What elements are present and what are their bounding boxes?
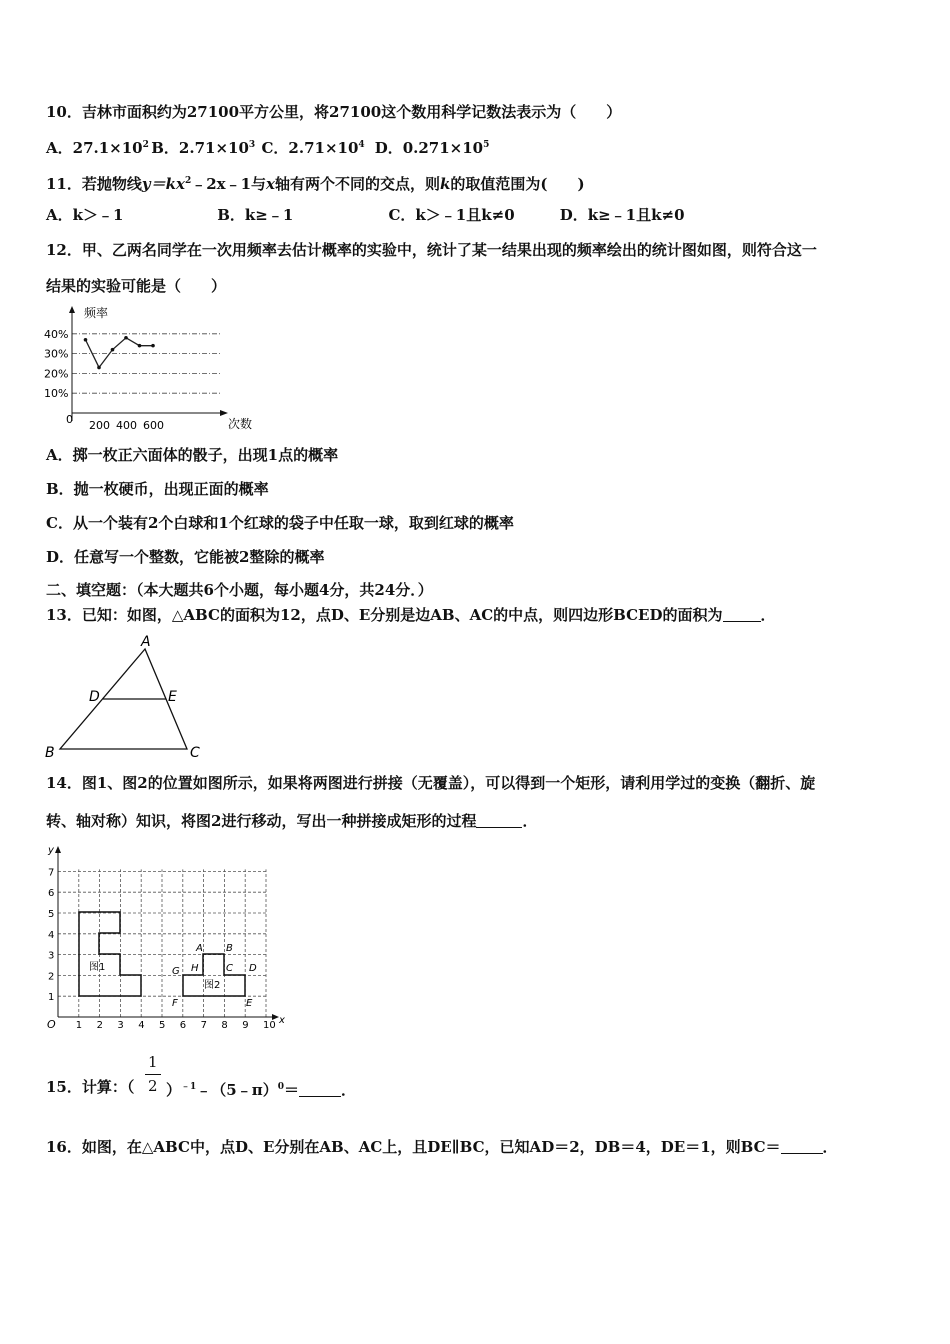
label-b: B — [45, 745, 55, 761]
q15-answer-blank[interactable] — [299, 1082, 341, 1097]
q10-option-c: C．$2.71\times 10^4$ — [261, 139, 365, 157]
point-label-g: G — [172, 966, 180, 977]
grid-axis-y-label: y — [48, 845, 54, 856]
point-label-e: E — [246, 998, 253, 1009]
chart-series-line — [86, 338, 154, 368]
grid-x-tick-label: 5 — [159, 1020, 166, 1031]
q12-option-d: D．任意写一个整数，它能被2整除的概率 — [46, 548, 325, 566]
point-label-b: B — [226, 943, 233, 954]
q12-stem-line2: 结果的实验可能是（ ） — [46, 277, 227, 295]
chart-data-point — [97, 366, 101, 370]
q15-stem-right: ）$^{﹣1}$﹣（5﹣π）$^0$＝ ． — [166, 1081, 356, 1099]
section-2-heading: 二、填空题：（本大题共6个小题，每小题4分，共24分．） — [46, 581, 433, 599]
q11-option-d: D．k≥﹣1且k≠0 — [559, 206, 685, 224]
label-d: D — [89, 689, 100, 705]
figure-1-shape — [79, 912, 141, 996]
q10-stem: 10．吉林市面积约为27100平方公里，将27100这个数用科学记数法表示为（ ） — [46, 103, 622, 121]
q16-stem: 16．如图，在△ABC中，点D、E分别在AB、AC上，且DE∥BC，已知AD＝2，DB＝4，DE＝1，则BC＝ ． — [46, 1138, 838, 1156]
chart-x-tick-label: 400 — [116, 419, 137, 432]
q10-option-b: B．$2.71\times 10^3$ — [151, 139, 256, 157]
q11-option-c: C．k＞﹣1且k≠0 — [388, 206, 515, 224]
q12-option-a: A．掷一枚正六面体的骰子，出现1点的概率 — [46, 446, 339, 464]
chart-y-axis-arrow — [69, 306, 75, 313]
chart-x-label: 次数 — [228, 417, 253, 431]
point-label-f: F — [172, 998, 178, 1009]
q10-option-a: A．$27.1\times 10^2$ — [46, 139, 149, 157]
chart-x-tick-label: 0 — [66, 413, 73, 426]
q10-option-d: D．$0.271\times 10^5$ — [374, 139, 490, 157]
grid-y-tick-label: 7 — [48, 867, 55, 879]
q11-options — [46, 205, 685, 225]
grid-x-tick-label: 10 — [263, 1020, 276, 1031]
point-label-c: C — [226, 963, 233, 974]
q11-stem: 11．若抛物线$y=kx^2﹣2x﹣1$与x轴有两个不同的交点，则k的取值范围为( ) — [46, 175, 585, 193]
q14-answer-blank[interactable] — [476, 813, 522, 828]
chart-y-tick-label: 30% — [44, 347, 69, 361]
grid-x-tick-label: 3 — [117, 1020, 124, 1031]
chart-y-tick-label: 20% — [44, 367, 69, 381]
q13-triangle-figure — [40, 633, 210, 763]
grid-y-axis-arrow — [55, 846, 61, 853]
label-c: C — [190, 745, 200, 761]
q12-stem-line1: 12．甲、乙两名同学在一次用频率去估计概率的实验中，统计了某一结果出现的频率绘出的统计图如图，则符合这一 — [46, 241, 817, 259]
q15-fraction-bar — [145, 1074, 161, 1075]
chart-data-point — [138, 344, 142, 348]
q15-stem-left: 15．计算：（ — [46, 1078, 135, 1096]
q15-fraction-denominator: 2 — [148, 1077, 158, 1095]
grid-y-tick-label: 1 — [48, 992, 55, 1004]
frequency-line-chart — [44, 305, 260, 433]
label-e: E — [168, 689, 177, 705]
figure-1-label: 图1 — [89, 962, 106, 973]
q14-stem-line2: 转、轴对称）知识，将图2进行移动，写出一种拼接成矩形的过程 ． — [46, 812, 538, 830]
q10-options — [46, 135, 489, 158]
grid-x-tick-label: 4 — [138, 1020, 145, 1031]
q14-stem-line1: 14．图1、图2的位置如图所示，如果将两图进行拼接（无覆盖），可以得到一个矩形，请利用学过的变换（翻折、旋 — [46, 774, 816, 792]
point-label-h: H — [191, 963, 199, 974]
q15-fraction-numerator: 1 — [148, 1053, 158, 1071]
grid-axis-x-label: x — [279, 1015, 285, 1026]
grid-y-tick-label: 2 — [48, 971, 55, 983]
grid-x-tick-label: 1 — [75, 1020, 83, 1031]
chart-x-tick-label: 200 — [89, 419, 110, 432]
grid-y-tick-label: 5 — [48, 909, 55, 920]
q11-option-b: B．k≥﹣1 — [217, 206, 294, 224]
grid-x-tick-label: 6 — [179, 1020, 187, 1031]
chart-data-point — [151, 344, 155, 348]
chart-gridlines — [72, 334, 222, 393]
grid-y-tick-label: 6 — [48, 888, 55, 900]
point-label-a: A — [196, 943, 203, 954]
chart-y-label: 频率 — [84, 306, 109, 320]
q13-answer-blank[interactable] — [723, 607, 761, 622]
chart-data-point — [124, 336, 128, 340]
grid-y-tick-label: 3 — [48, 950, 55, 962]
chart-x-axis-arrow — [220, 410, 228, 416]
grid-origin-label: O — [47, 1018, 56, 1031]
point-label-d: D — [249, 963, 257, 974]
q12-option-c: C．从一个装有2个白球和1个红球的袋子中任取一球，取到红球的概率 — [46, 514, 514, 532]
q14-grid-figure — [44, 843, 294, 1033]
grid-y-tick-label: 4 — [48, 929, 55, 941]
chart-y-tick-label: 40% — [44, 327, 69, 341]
q12-option-b: B．抛一枚硬币，出现正面的概率 — [46, 480, 269, 498]
figure-2-label: 图2 — [204, 980, 221, 991]
label-a: A — [141, 634, 151, 650]
chart-data-point — [111, 348, 115, 352]
q11-option-a: A．k＞﹣1 — [46, 206, 124, 224]
chart-x-tick-label: 600 — [143, 419, 164, 432]
grid-x-tick-label: 2 — [96, 1020, 103, 1031]
q13-stem: 13．已知：如图，△ABC的面积为12，点D、E分别是边AB、AC的中点，则四边形BCED的面积为 ． — [46, 606, 776, 624]
grid-x-tick-label: 9 — [242, 1020, 249, 1031]
grid-x-tick-label: 8 — [221, 1020, 228, 1031]
chart-data-point — [84, 338, 88, 342]
q16-answer-blank[interactable] — [781, 1139, 823, 1154]
grid-x-tick-label: 7 — [200, 1020, 207, 1031]
grid-dashed-lines — [58, 869, 268, 1017]
chart-y-tick-label: 10% — [44, 387, 69, 401]
